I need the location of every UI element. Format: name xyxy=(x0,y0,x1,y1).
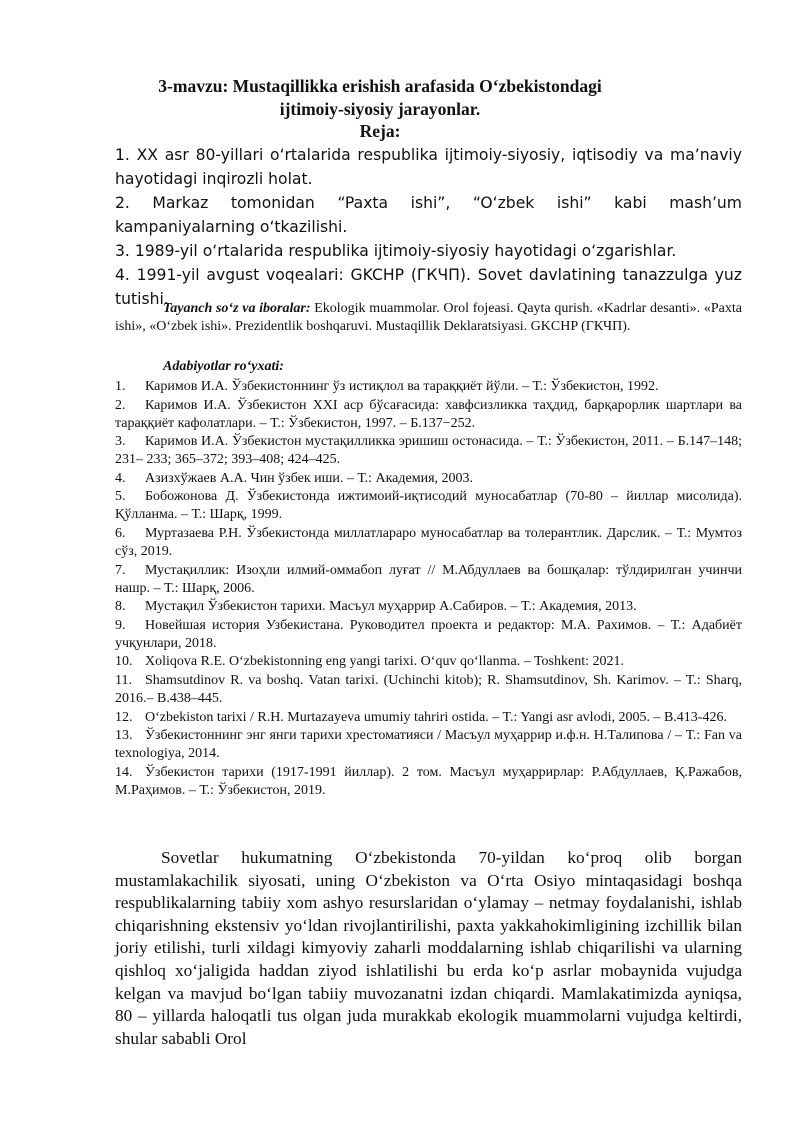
reference-item xyxy=(115,525,742,561)
reference-item xyxy=(115,598,742,616)
reference-text: Муртазаева Р.Н. Ўзбекистонда миллатлараро муносабатлар ва толерантлик. Дарслик. – Т.: Мумтоз сўз, 2019. xyxy=(115,525,742,559)
reference-item xyxy=(115,397,742,433)
plan-item: 2. Markaz tomonidan “Paxta ishi”, “O‘zbek ishi” kabi mash’um kampaniyalarning o‘tkazilishi. xyxy=(115,194,742,236)
reference-item xyxy=(115,488,742,524)
reference-text: Xoliqova R.E. O‘zbekistonning eng yangi tarixi. O‘quv qo‘llanma. – Toshkent: 2021. xyxy=(145,654,624,670)
reference-text: Мустақил Ўзбекистон тарихи. Масъул муҳаррир А.Сабиров. – Т.: Академия, 2013. xyxy=(145,599,637,615)
reference-item xyxy=(115,378,742,396)
reference-item xyxy=(115,470,742,488)
topic-title-line1: 3-mavzu: Mustaqillikka erishish arafasida O‘zbekistondagi xyxy=(158,76,602,96)
keywords-text: Ekologik muammolar. Orol fojeasi. Qayta qurish. «Kadrlar desanti». «Paxta ishi», «O‘zbek ishi». Prezidentlik boshqaruvi. Mustaqillik Deklaratsiyasi. GKCHP (ГКЧП). xyxy=(115,301,742,334)
reference-number: 13. xyxy=(115,728,133,744)
reference-item xyxy=(115,433,742,469)
reference-text: Shamsutdinov R. va boshq. Vatan tarixi. (Uchinchi kitob); R. Shamsutdinov, Sh. Karimov. – T.: Sharq, 2016.– B.438–445. xyxy=(115,672,742,706)
reference-text: Новейшая история Узбекистана. Руководител проекта и редактор: М.А. Рахимов. – Т.: Адабиёт учқунлари, 2018. xyxy=(115,617,742,651)
body-paragraph: Sovetlar hukumatning O‘zbekistonda 70-yildan ko‘proq olib borgan mustamlakachilik siyosati, uning O‘zbekiston va O‘rta Osiyo mintaqasidagi boshqa respublikalarning tabiiy xom ashyo resurslaridan o‘ylamay – netmay foydalanishi, ishlab chiqarishning ekstensiv yo‘ldan rivojlantirilishi, paxta yakkahokimligining izchillik bilan joriy etilishi, turli xildagi kimyoviy zaharli moddalarning ishlab chiqarilishi va ularning qishloq xo‘jaligida haddan ziyod ishlatilishi bu erda ko‘p asrlar mobaynida vujudga kelgan va mavjud bo‘lgan tabiiy muvozanatni izdan chiqardi. Mamlakatimizda ayniqsa, 80 – yillarda haloqatli tus olgan juda murakkab ekologik muammolarni vujudga keltirdi, shular sababli Orol xyxy=(115,848,742,1048)
reference-text: Ўзбекистоннинг энг янги тарихи хрестоматияси / Масъул муҳаррир и.ф.н. Н.Талипова / – Т.: Fan va texnologiya, 2014. xyxy=(115,728,742,762)
reference-text: Каримов И.А. Ўзбекистон мустақилликка эришиш остонасида. – Т.: Ўзбекистон, 2011. – Б.147–148; 231– 233; 365–372; 393–408; 424–425. xyxy=(115,434,742,468)
reference-number: 2. xyxy=(115,397,126,413)
keywords-label: Tayanch so‘z va iboralar: xyxy=(163,301,311,316)
reference-number: 10. xyxy=(115,654,133,670)
plan-item: 3. 1989-yil o‘rtalarida respublika ijtimoiy-siyosiy hayotidagi o‘zgarishlar. xyxy=(115,242,677,260)
reference-number: 6. xyxy=(115,525,126,541)
reference-text: Бобожонова Д. Ўзбекистонда ижтимоий-иқтисодий муносабатлар (70-80 – йиллар мисолида). Қўлланма. – Т.: Шарқ, 1999. xyxy=(115,489,742,523)
topic-title-line2: ijtimoiy-siyosiy jarayonlar. xyxy=(279,99,481,119)
references-heading: Adabiyotlar ro‘yxati: xyxy=(163,359,284,374)
reference-number: 1. xyxy=(115,379,126,394)
reference-item xyxy=(115,764,742,800)
reference-text: Азизхўжаев А.А. Чин ўзбек иши. – Т.: Академия, 2003. xyxy=(145,470,474,486)
plan-heading: Reja: xyxy=(359,121,401,141)
reference-text: Каримов И.А. Ўзбекистон XXI аср бўсағасида: хавфсизликка таҳдид, барқарорлик шартлари ва тараққиёт кафолатлари. – Т.: Ўзбекистон, 1997. – Б.137−252. xyxy=(115,397,742,431)
references-list xyxy=(115,378,742,800)
reference-number: 7. xyxy=(115,562,126,578)
reference-number: 4. xyxy=(115,470,126,486)
plan-item: 1. XX asr 80-yillari o‘rtalarida respublika ijtimoiy-siyosiy, iqtisodiy va ma’naviy hayotidagi inqirozli holat. xyxy=(115,146,742,188)
reference-number: 3. xyxy=(115,434,126,450)
reference-item xyxy=(115,727,742,763)
reference-number: 14. xyxy=(115,764,133,780)
keywords-paragraph xyxy=(115,300,742,335)
reference-item xyxy=(115,653,742,671)
reference-text: Мустақиллик: Изоҳли илмий-оммабоп луғат // М.Абдуллаев ва бошқалар: тўлдирилган учинчи нашр. – Т.: Шарқ, 2006. xyxy=(115,562,742,596)
plan-item: 4. 1991-yil avgust voqealari: GKCHP (ГКЧП). Sovet davlatining tanazzulga yuz tutishi. xyxy=(115,266,742,308)
reference-text: Ўзбекистон тарихи (1917-1991 йиллар). 2 том. Масъул муҳаррирлар: Р.Абдуллаев, Қ.Ражабов, М.Раҳимов. – Т.: Ўзбекистон, 2019. xyxy=(115,764,742,798)
reference-number: 11. xyxy=(115,672,132,688)
reference-number: 9. xyxy=(115,617,126,633)
reference-text: Каримов И.А. Ўзбекистоннинг ўз истиқлол ва тараққиёт йўли. – Т.: Ўзбекистон, 1992. xyxy=(145,379,659,394)
reference-item xyxy=(115,672,742,708)
reference-item xyxy=(115,617,742,653)
reference-number: 12. xyxy=(115,709,133,725)
reference-item xyxy=(115,709,742,727)
reference-number: 5. xyxy=(115,489,126,505)
reference-text: O‘zbekiston tarixi / R.H. Murtazayeva umumiy tahriri ostida. – T.: Yangi asr avlodi, 2005. – B.413-426. xyxy=(145,709,727,725)
reference-item xyxy=(115,562,742,598)
plan-list xyxy=(115,143,742,311)
reference-number: 8. xyxy=(115,599,126,615)
